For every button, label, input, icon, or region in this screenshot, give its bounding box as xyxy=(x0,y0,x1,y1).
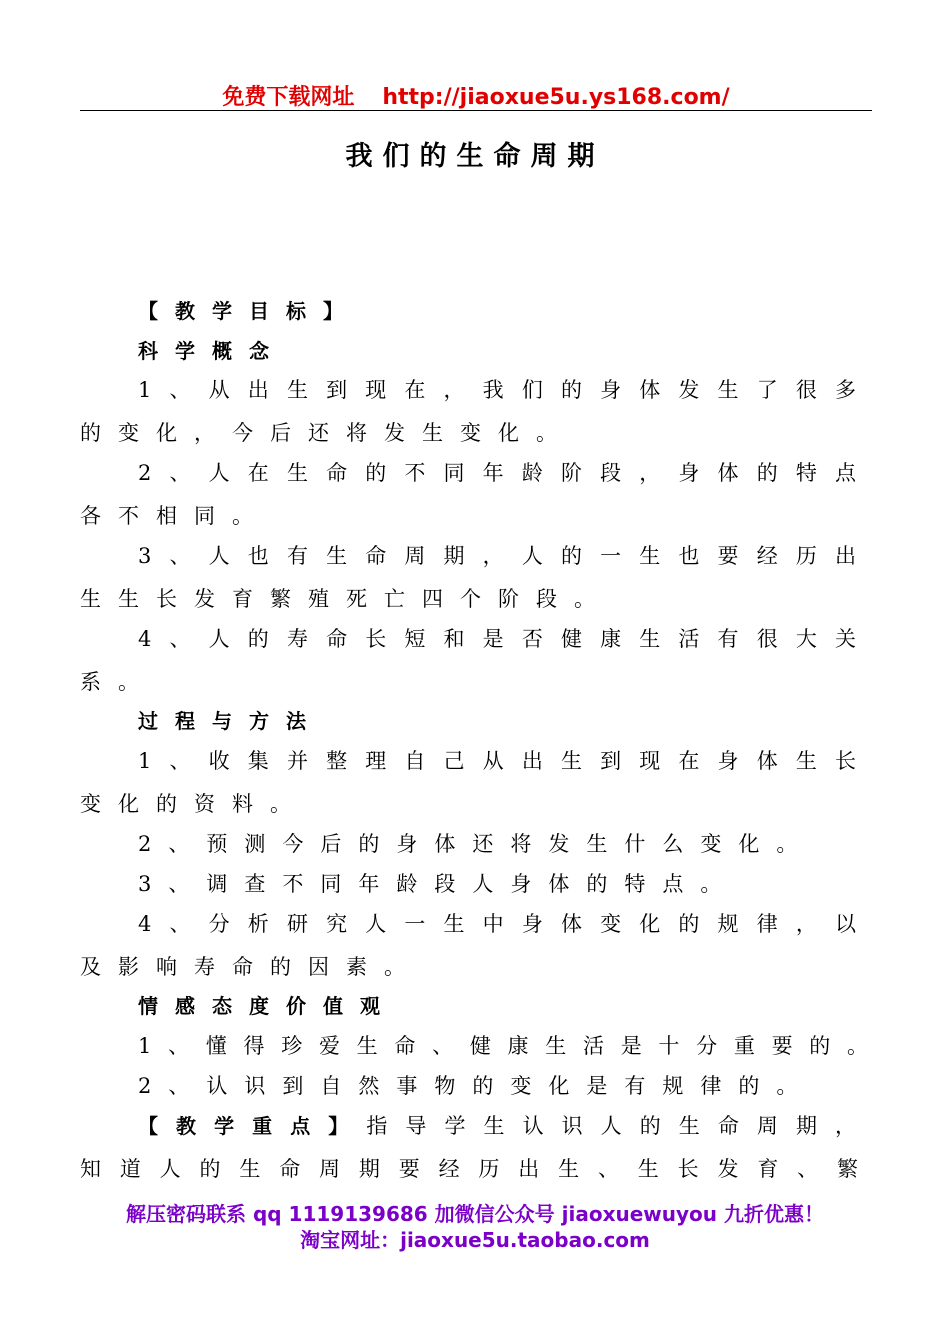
values-heading: 情感态度价值观 xyxy=(138,994,397,1018)
header-label: 免费下载网址 xyxy=(222,85,355,110)
science-heading: 科学概念 xyxy=(138,339,286,363)
paragraph-line: 各不相同。 xyxy=(80,504,270,528)
paragraph-line: 知道人的生命周期要经历出生、生长发育、繁 xyxy=(80,1157,858,1181)
process-heading: 过程与方法 xyxy=(138,709,323,733)
footer-contact: 解压密码联系 qq 1119139686 加微信公众号 jiaoxuewuyou 九折优惠！ xyxy=(126,1202,824,1226)
paragraph-line: 3、人也有生命周期，人的一生也要经历出 xyxy=(138,544,856,568)
download-header xyxy=(80,78,872,111)
paragraph-line: 4、分析研究人一生中身体变化的规律，以 xyxy=(138,912,856,936)
paragraph-line: 变化的资料。 xyxy=(80,792,308,816)
paragraph-line: 1、从出生到现在，我们的身体发生了很多 xyxy=(138,378,856,402)
paragraph-line: 2、人在生命的不同年龄阶段，身体的特点 xyxy=(138,461,856,485)
header-url-link[interactable]: http://jiaoxue5u.ys168.com/ xyxy=(382,85,730,110)
paragraph-line: 4、人的寿命长短和是否健康生活有很大关 xyxy=(138,627,856,651)
paragraph-line: 1、收集并整理自己从出生到现在身体生长 xyxy=(138,749,856,773)
header-line xyxy=(80,80,872,111)
document-title: 我们的生命周期 xyxy=(345,141,605,172)
key-points-text: 指导学生认识人的生命周期， xyxy=(366,1114,857,1138)
paragraph-line: 的变化，今后还将发生变化。 xyxy=(80,421,574,445)
paragraph-line: 2、预测今后的身体还将发生什么变化。 xyxy=(138,832,815,856)
objectives-heading: 【教学目标】 xyxy=(138,299,360,323)
footer-shop-link[interactable]: 淘宝网址：jiaoxue5u.taobao.com xyxy=(300,1228,650,1252)
paragraph-line: 2、认识到自然事物的变化是有规律的。 xyxy=(138,1074,815,1098)
paragraph-line: 1、懂得珍爱生命、健康生活是十分重要的。 xyxy=(138,1034,868,1058)
paragraph-line: 生生长发育繁殖死亡四个阶段。 xyxy=(80,587,612,611)
paragraph-line: 系。 xyxy=(80,670,156,694)
key-points-heading: 【教学重点】 xyxy=(138,1114,367,1138)
key-points-line xyxy=(138,1111,856,1141)
paragraph-line: 及影响寿命的因素。 xyxy=(80,955,422,979)
paragraph-line: 3、调查不同年龄段人身体的特点。 xyxy=(138,872,739,896)
